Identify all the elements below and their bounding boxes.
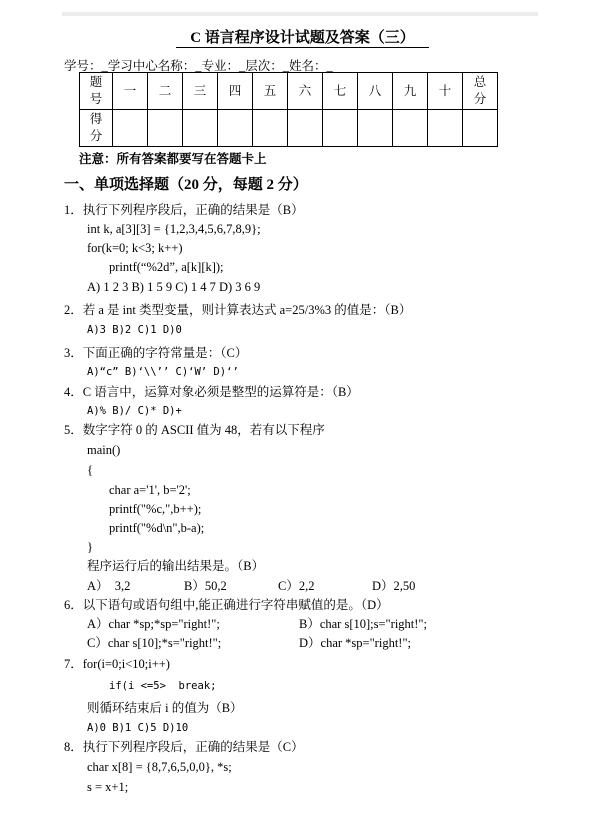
q1-code-line: int k, a[3][3] = {1,2,3,4,5,6,7,8,9};	[87, 222, 261, 236]
q6-option-b: B）char s[10];s="right!";	[299, 617, 427, 631]
col-3: 三	[183, 73, 218, 110]
score-cell	[148, 110, 183, 147]
q2-options: A)3 B)2 C)1 D)0	[87, 324, 182, 336]
col-7: 七	[323, 73, 358, 110]
q8-code-line: s = x+1;	[87, 780, 129, 794]
col-9: 九	[393, 73, 428, 110]
top-border	[62, 12, 538, 16]
page-title: C 语言程序设计试题及答案（三）	[0, 26, 605, 47]
q5-stem: 5．数字字符 0 的 ASCII 值为 48，若有以下程序	[64, 423, 325, 437]
q5-code-line: char a='1', b='2';	[109, 483, 191, 497]
q6-option-c: C）char s[10];*s="right!";	[87, 636, 222, 650]
score-cell	[218, 110, 253, 147]
col-5: 五	[253, 73, 288, 110]
q5-code-line: {	[87, 463, 93, 477]
question-number-label: 题 号	[80, 73, 113, 110]
score-cell	[358, 110, 393, 147]
q5-code-line: printf("%d\n",b-a);	[109, 521, 205, 535]
q5-option-d: D）2,50	[372, 579, 416, 593]
q7-code-line: if(i <=5> break;	[109, 680, 217, 692]
q6-option-d: D）char *sp="right!";	[299, 636, 412, 650]
q8-code-line: char x[8] = {8,7,6,5,0,0}, *s;	[87, 760, 232, 774]
col-8: 八	[358, 73, 393, 110]
student-info-line: 学号：_学习中心名称：_专业：_层次：_姓名：_	[64, 59, 333, 73]
q5-option-a: A） 3,2	[87, 579, 131, 593]
q7-stem: 7．for(i=0;i<10;i++)	[64, 657, 170, 671]
q6-option-a: A）char *sp;*sp="right!";	[87, 617, 220, 631]
q5-option-b: B）50,2	[184, 579, 227, 593]
q4-stem: 4．C 语言中，运算对象必须是整型的运算符是：（B）	[64, 385, 359, 399]
q2-stem: 2．若 a 是 int 类型变量，则计算表达式 a=25/3%3 的值是：（B）	[64, 303, 412, 317]
col-2: 二	[148, 73, 183, 110]
q7-question: 则循环结束后 i 的值为（B）	[87, 701, 243, 715]
q5-option-c: C）2,2	[278, 579, 315, 593]
score-cell	[393, 110, 428, 147]
q5-code-line: main()	[87, 443, 121, 457]
score-cell	[253, 110, 288, 147]
q8-stem: 8．执行下列程序段后，正确的结果是（C）	[64, 740, 304, 754]
score-cell	[113, 110, 148, 147]
q5-code-line: }	[87, 540, 93, 554]
score-cell	[183, 110, 218, 147]
score-cell	[323, 110, 358, 147]
col-4: 四	[218, 73, 253, 110]
q1-stem: 1．执行下列程序段后，正确的结果是（B）	[64, 203, 304, 217]
col-1: 一	[113, 73, 148, 110]
q1-code-line: for(k=0; k<3; k++)	[87, 241, 183, 255]
score-cell	[428, 110, 463, 147]
total-label: 总 分	[463, 73, 498, 110]
score-cell	[463, 110, 498, 147]
score-table-score-row	[80, 110, 498, 147]
score-cell	[288, 110, 323, 147]
score-table	[79, 72, 498, 147]
q1-code-line: printf(“%2d”, a[k][k]);	[109, 260, 224, 274]
q1-options: A) 1 2 3 B) 1 5 9 C) 1 4 7 D) 3 6 9	[87, 280, 261, 294]
answer-notice: 注意：所有答案都要写在答题卡上	[79, 152, 267, 166]
col-10: 十	[428, 73, 463, 110]
score-table-header-row	[80, 73, 498, 110]
q3-stem: 3．下面正确的字符常量是：（C）	[64, 346, 248, 360]
q7-options: A)0 B)1 C)5 D)10	[87, 722, 189, 734]
q6-stem: 6．以下语句或语句组中,能正确进行字符串赋值的是。（D）	[64, 598, 389, 612]
q5-question: 程序运行后的输出结果是。（B）	[87, 559, 265, 573]
col-6: 六	[288, 73, 323, 110]
q3-options: A)“c” B)‘\\’’ C)‘W’ D)‘’	[87, 366, 239, 378]
score-label: 得 分	[80, 110, 113, 147]
q4-options: A)% B)/ C)* D)+	[87, 405, 182, 417]
q5-code-line: printf("%c,",b++);	[109, 502, 202, 516]
section-heading: 一、单项选择题（20 分，每题 2 分）	[64, 177, 308, 193]
